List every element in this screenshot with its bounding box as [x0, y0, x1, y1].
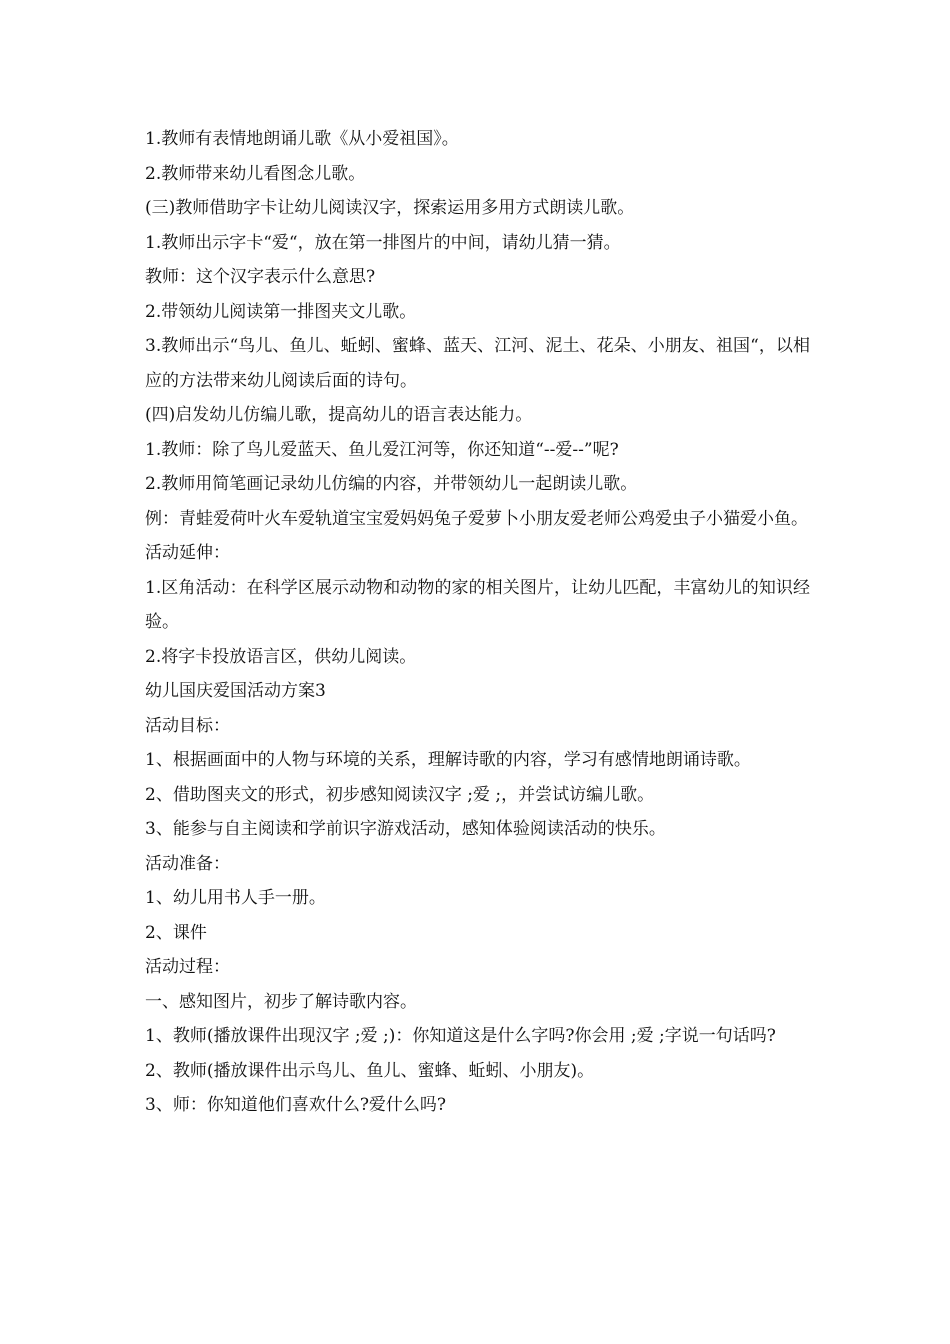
paragraph: 1.教师：除了鸟儿爱蓝天、鱼儿爱江河等，你还知道“--爱--”呢? — [145, 439, 619, 460]
paragraph: 3、师：你知道他们喜欢什么?爱什么吗? — [145, 1095, 447, 1115]
section-heading: 活动延伸： — [145, 543, 230, 563]
paragraph: 1、根据画面中的人物与环境的关系，理解诗歌的内容，学习有感情地朗诵诗歌。 — [145, 750, 751, 770]
paragraph: 1、幼儿用书人手一册。 — [145, 888, 326, 908]
paragraph: 2、课件 — [145, 922, 207, 943]
paragraph: 1、教师(播放课件出现汉字 ;爱 ;)：你知道这是什么字吗?你会用 ;爱 ;字说一句话吗? — [145, 1026, 776, 1046]
paragraph: 2.将字卡投放语言区，供幼儿阅读。 — [145, 646, 417, 667]
paragraph: 3.教师出示“鸟儿、鱼儿、蚯蚓、蜜蜂、蓝天、江河、泥土、花朵、小朋友、祖国“，以相应的方法带来幼儿阅读后面的诗句。 — [145, 336, 810, 391]
section-heading: (四)启发幼儿仿编儿歌，提高幼儿的语言表达能力。 — [145, 405, 533, 425]
paragraph: 例：青蛙爱荷叶火车爱轨道宝宝爱妈妈兔子爱萝卜小朋友爱老师公鸡爱虫子小猫爱小鱼。 — [145, 508, 808, 529]
paragraph: 教师：这个汉字表示什么意思? — [145, 267, 376, 287]
document-title: 幼儿国庆爱国活动方案3 — [145, 681, 326, 701]
paragraph: 1.教师有表情地朗诵儿歌《从小爱祖国》。 — [145, 129, 459, 149]
document-body — [145, 122, 810, 1123]
paragraph: 2、借助图夹文的形式，初步感知阅读汉字 ;爱 ;，并尝试访编儿歌。 — [145, 784, 655, 805]
paragraph: 2.教师用简笔画记录幼儿仿编的内容，并带领幼儿一起朗读儿歌。 — [145, 474, 638, 494]
paragraph: 2.教师带来幼儿看图念儿歌。 — [145, 163, 366, 184]
paragraph: 2.带领幼儿阅读第一排图夹文儿歌。 — [145, 301, 417, 322]
paragraph: 2、教师(播放课件出示鸟儿、鱼儿、蜜蜂、蚯蚓、小朋友)。 — [145, 1060, 595, 1081]
section-heading: 活动过程： — [145, 957, 230, 977]
section-heading: 活动准备： — [145, 853, 230, 874]
section-heading: (三)教师借助字卡让幼儿阅读汉字，探索运用多用方式朗读儿歌。 — [145, 198, 635, 218]
paragraph: 一、感知图片，初步了解诗歌内容。 — [145, 991, 417, 1012]
paragraph: 1.教师出示字卡“爱“，放在第一排图片的中间，请幼儿猜一猜。 — [145, 232, 621, 253]
paragraph: 1.区角活动：在科学区展示动物和动物的家的相关图片，让幼儿匹配，丰富幼儿的知识经验。 — [145, 577, 810, 632]
paragraph: 3、能参与自主阅读和学前识字游戏活动，感知体验阅读活动的快乐。 — [145, 819, 666, 839]
section-heading: 活动目标： — [145, 715, 230, 736]
